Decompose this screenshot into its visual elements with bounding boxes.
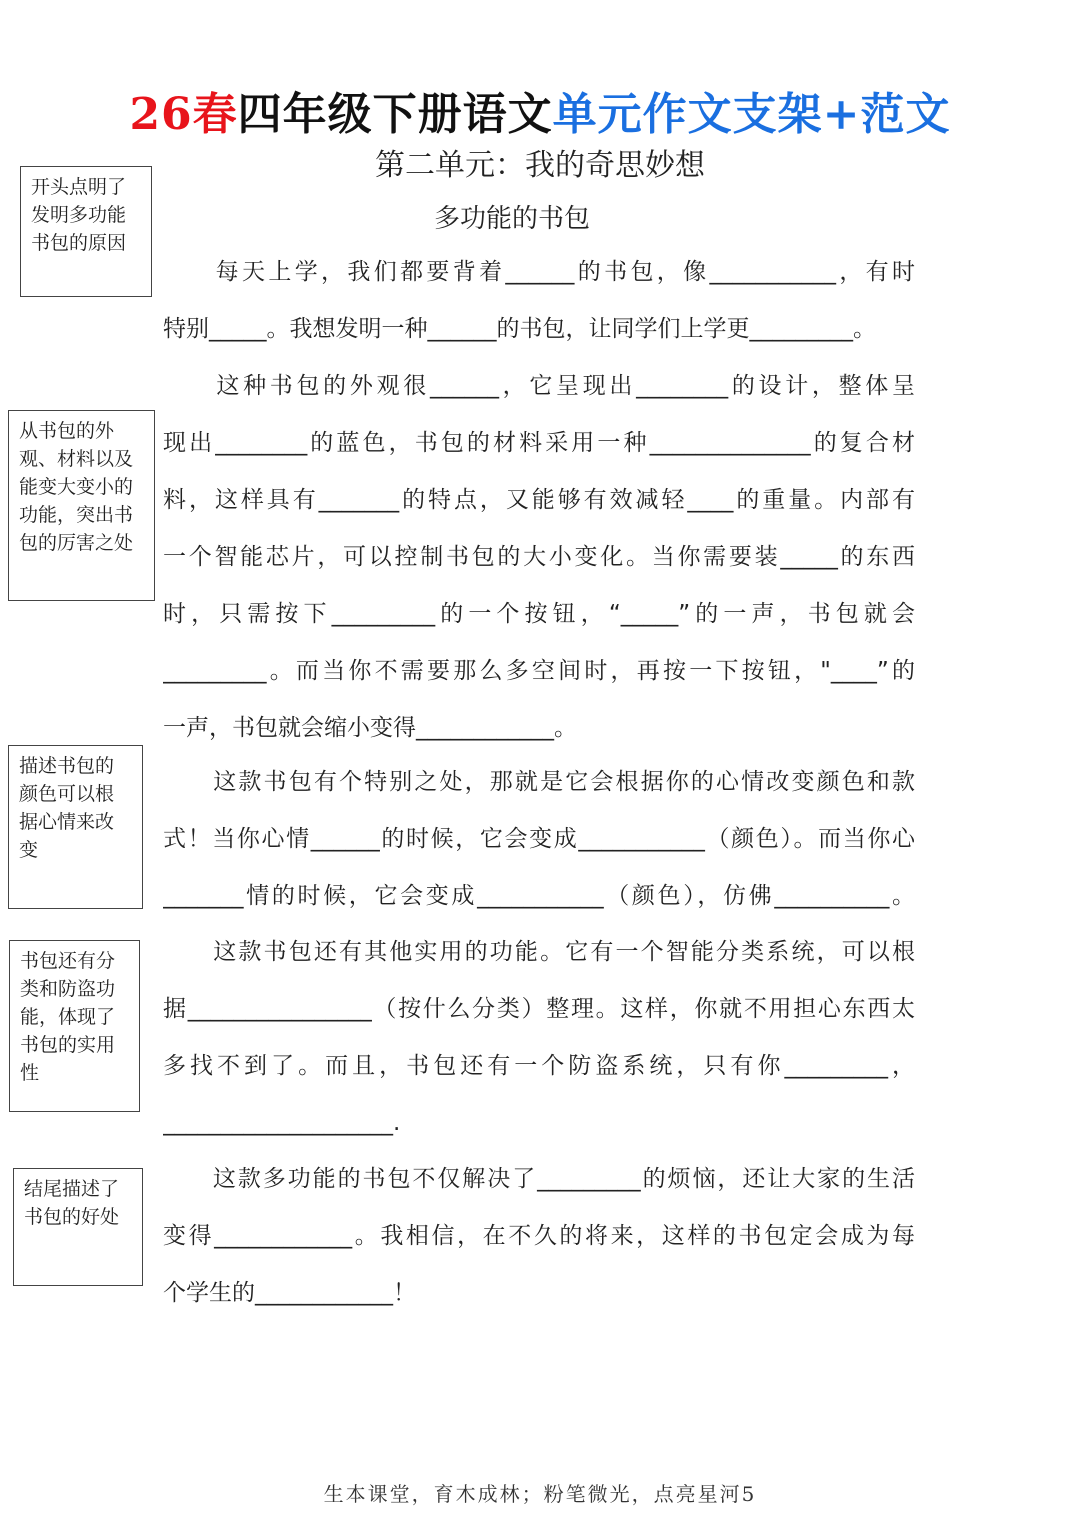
page-footer: 生本课堂，育木成林；粉笔微光，点亮星河5 <box>323 1482 757 1506</box>
text-line: 特别_____。我想发明一种______的书包，让同学们上学更_________。 <box>163 316 876 342</box>
text-line: 每天上学，我们都要背着______的书包，像___________，有时 <box>163 259 915 285</box>
paragraph-ending <box>163 1165 915 1336</box>
text-line: 料，这样具有_______的特点，又能够有效减轻____的重量。内部有 <box>163 487 915 513</box>
title-topic: 单元作文支架+范文 <box>552 89 951 140</box>
essay-title: 多功能的书包 <box>433 204 590 234</box>
text-line: _______情的时候，它会变成___________（颜色），仿佛__________。 <box>163 883 915 909</box>
text-line: 变得____________。我相信，在不久的将来，这样的书包定会成为每 <box>163 1223 915 1249</box>
text-line: 这款多功能的书包不仅解决了_________的烦恼，还让大家的生活 <box>163 1166 915 1192</box>
text-line: 这款书包有个特别之处，那就是它会根据你的心情改变颜色和款 <box>163 769 915 795</box>
side-note-ending: 结尾描述了书包的好处 <box>13 1168 143 1286</box>
unit-title: 第二单元：我的奇思妙想 <box>375 148 705 183</box>
side-note-function: 书包还有分类和防盗功能，体现了书包的实用性 <box>9 940 140 1112</box>
title-year: 26春 <box>129 89 238 140</box>
side-note-opening: 开头点明了发明多功能书包的原因 <box>20 166 152 297</box>
text-line: 这款书包还有其他实用的功能。它有一个智能分类系统，可以根 <box>163 939 915 965</box>
paragraph-intro <box>163 258 915 372</box>
title-grade: 四年级下册语文 <box>237 89 553 140</box>
text-line: 这种书包的外观很______，它呈现出________的设计，整体呈 <box>163 373 915 399</box>
text-line: 个学生的____________！ <box>163 1280 416 1306</box>
text-line: 时，只需按下_________的一个按钮，“_____”的一声，书包就会 <box>163 601 915 627</box>
text-line: 一声，书包就会缩小变得____________。 <box>163 715 577 741</box>
text-line: 现出________的蓝色，书包的材料采用一种______________的复合材 <box>163 430 915 456</box>
side-note-appearance: 从书包的外观、材料以及能变大变小的功能，突出书包的厉害之处 <box>8 410 155 601</box>
document-title <box>0 78 1080 142</box>
paragraph-color <box>163 768 915 939</box>
side-note-color: 描述书包的颜色可以根据心情来改变 <box>8 745 143 909</box>
text-line: 一个智能芯片，可以控制书包的大小变化。当你需要装_____的东西 <box>163 544 915 570</box>
paragraph-appearance <box>163 372 915 771</box>
text-line: 据________________（按什么分类）整理。这样，你就不用担心东西太 <box>163 996 915 1022</box>
text-line: 多找不到了。而且，书包还有一个防盗系统，只有你_________， <box>163 1053 915 1079</box>
text-line: 式！当你心情______的时候，它会变成___________（颜色）。而当你心 <box>163 826 915 852</box>
text-line: ____________________. <box>163 1110 401 1136</box>
paragraph-function <box>163 938 915 1166</box>
text-line: _________。而当你不需要那么多空间时，再按一下按钮，"____”的 <box>163 658 915 684</box>
